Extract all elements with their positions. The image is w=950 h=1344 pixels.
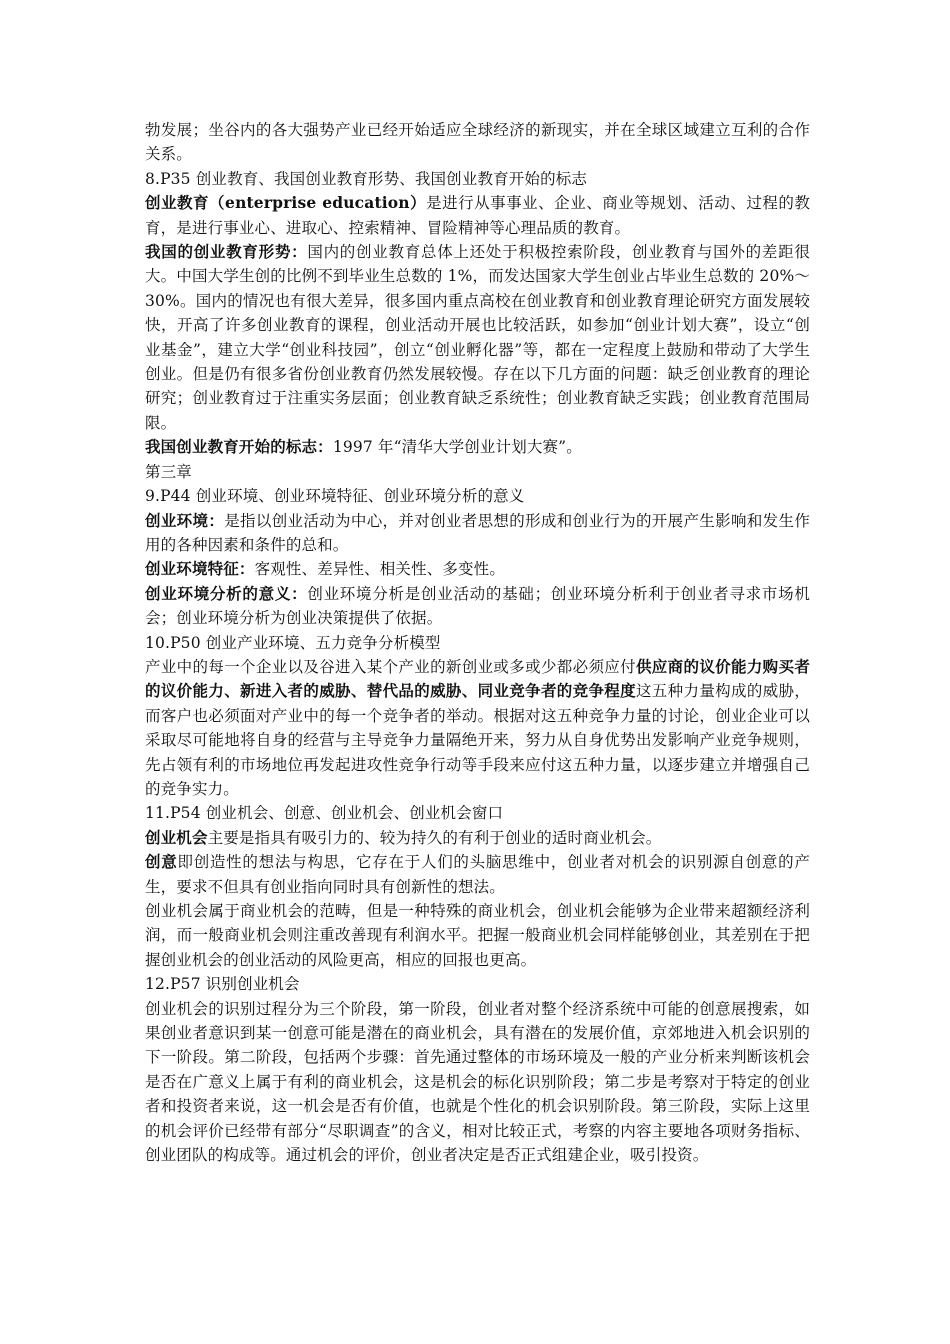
paragraph-environment-analysis xyxy=(145,582,810,631)
paragraph-identification-process: 创业机会的识别过程分为三个阶段，第一阶段，创业者对整个经济系统中可能的创意展搜索，如果创业者意识到某一创意可能是潜在的商业机会，具有潜在的发展价值，京郊地进入机会识别的下一阶段。第二阶段，包括两个步骤：首先通过整体的市场环境及一般的产业分析来判断该机会是否在广意义上属于有利的商业机会，这是机会的标化识别阶段；第二步是考察对于特定的创业者和投资者来说，这一机会是否有价值，也就是个性化的机会识别阶段。第三阶段，实际上这里的机会评价已经带有部分“尽职调查”的含义，相对比较正式，考察的内容主要地各项财务指标、创业团队的构成等。通过机会的评价，创业者决定是否正式组建企业，吸引投资。 xyxy=(145,999,810,1165)
term-opportunity: 创业机会 xyxy=(145,827,208,847)
definition-text: 1997 年“清华大学创业计划大赛”。 xyxy=(332,438,582,457)
body-text: 这五种力量构成的威胁，而客户也必须面对产业中的每一个竞争者的举动。根据对这五种竞争力量的讨论，创业企业可以采取尽可能地将自身的经营与主导竞争力量隔绝开来，努力从自身优势出发影响产业竞争规则，先占领有利的市场地位再发起进攻性竞争行动等手段来应付这五种力量，以逐步建立并增强自己的竞争实力。 xyxy=(145,682,810,798)
body-text: 产业中的每一个企业以及谷进入某个产业的新创业或多或少都必须应付 xyxy=(145,657,636,676)
document-page xyxy=(145,118,810,1167)
section-heading-10: 10.P50 创业产业环境、五力竞争分析模型 xyxy=(145,633,441,652)
paragraph-opportunity xyxy=(145,826,810,850)
paragraph-idea xyxy=(145,850,810,899)
definition-text: 即创造性的想法与构思，它存在于人们的头脑思维中，创业者对机会的识别源自创意的产生，要求不但具有创业指向同时具有创新性的想法。 xyxy=(145,853,810,896)
paragraph-intro-continuation: 勃发展；坐谷内的各大强势产业已经开始适应全球经济的新现实，并在全球区域建立互利的合作关系。 xyxy=(145,121,810,164)
section-heading-11: 11.P54 创业机会、创意、创业机会、创业机会窗口 xyxy=(145,804,504,823)
section-heading-9: 9.P44 创业环境、创业环境特征、创业环境分析的意义 xyxy=(145,487,525,506)
definition-text: 客观性、差异性、相关性、多变性。 xyxy=(254,560,505,579)
paragraph-environment xyxy=(145,509,810,558)
paragraph-five-forces xyxy=(145,655,810,801)
term-education-start: 我国创业教育开始的标志： xyxy=(145,437,333,457)
term-environment-analysis: 创业环境分析的意义： xyxy=(145,583,308,603)
section-heading-8: 8.P35 创业教育、我国创业教育形势、我国创业教育开始的标志 xyxy=(145,169,588,188)
definition-text: 是进行从事事业、企业、商业等规划、活动、过程的教育，是进行事业心、进取心、控索精神、冒险精神等心理品质的教育。 xyxy=(145,194,810,237)
section-heading-12: 12.P57 识别创业机会 xyxy=(145,975,300,994)
term-enterprise-education: 创业教育（enterprise education） xyxy=(145,193,427,213)
definition-text: 主要是指具有吸引力的、较为持久的有利于创业的适时商业机会。 xyxy=(207,828,662,847)
definition-text: 国内的创业教育总体上还处于积极控索阶段，创业教育与国外的差距很大。中国大学生创的比例不到毕业生总数的 1%，而发达国家大学生创业占毕业生总数的 20%～30%。国内的情况也有很大差异，很多国内重点高校在创业教育和创业教育理论研究方面发展较快，开高了许多创业教育的课程，创业活动开展也比较活跃，如参加“创业计划大赛”，设立“创业基金”，建立大学“创业科技园”，创立“创业孵化器”等，都在一定程度上鼓励和带动了大学生创业。但是仍有很多省份创业教育仍然发展较慢。存在以下几方面的问题：缺乏创业教育的理论研究；创业教育过于注重实务层面；创业教育缺乏系统性；创业教育缺乏实践；创业教育范围局限。 xyxy=(145,243,810,432)
paragraph-education-start xyxy=(145,435,810,459)
definition-text: 创业环境分析是创业活动的基础；创业环境分析利于创业者寻求市场机会；创业环境分析为创业决策提供了依据。 xyxy=(145,584,810,628)
paragraph-education-situation xyxy=(145,240,810,435)
term-education-situation: 我国的创业教育形势： xyxy=(145,242,308,262)
term-environment-features: 创业环境特征： xyxy=(145,559,255,579)
chapter-heading: 第三章 xyxy=(145,462,192,481)
five-forces-list: 供应商的议价能力购买者的议价能力、新进入者的威胁、替代品的威胁、同业竞争者的竞争程度 xyxy=(145,656,810,701)
paragraph-environment-features xyxy=(145,557,810,581)
definition-text: 是指以创业活动为中心，并对创业者思想的形成和创业行为的开展产生影响和发生作用的各种因素和条件的总和。 xyxy=(145,511,810,554)
paragraph-opportunity-vs-business: 创业机会属于商业机会的范畴，但是一种特殊的商业机会，创业机会能够为企业带来超额经济利润，而一般商业机会则注重改善现有利润水平。把握一般商业机会同样能够创业，其差别在于把握创业机会的创业活动的风险更高，相应的回报也更高。 xyxy=(145,902,810,969)
term-environment: 创业环境： xyxy=(145,510,225,530)
term-idea: 创意 xyxy=(145,852,178,872)
paragraph-enterprise-education xyxy=(145,191,810,240)
